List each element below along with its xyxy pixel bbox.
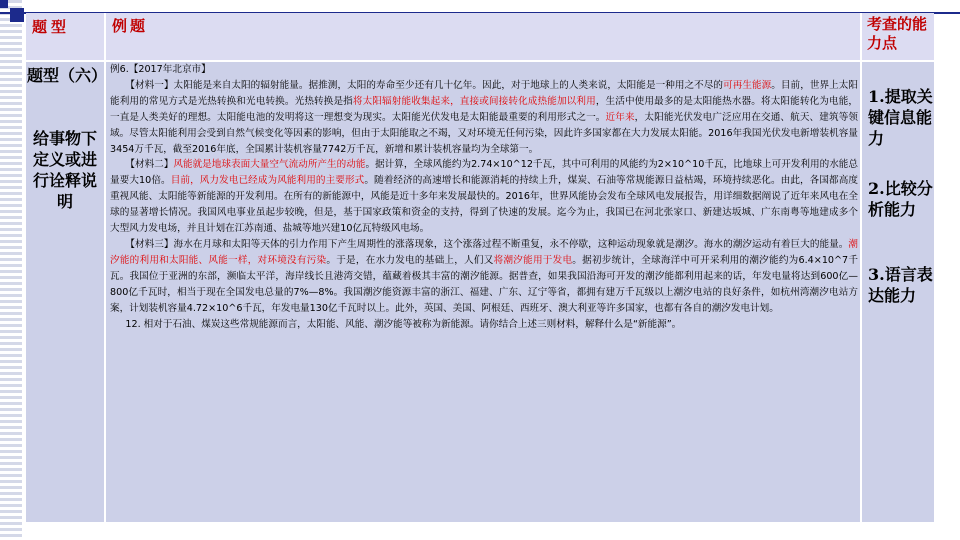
- header-cell-type: [26, 13, 104, 62]
- example-cell: [104, 62, 860, 522]
- header-cell-example: [104, 13, 860, 62]
- ability-compare-analyze: 2.比较分析能力: [868, 179, 933, 219]
- slide-left-stripe: [0, 0, 22, 540]
- material-two: 【材料二】风能就是地球表面大量空气流动所产生的动能。据计算，全球风能约为2.74×10^12千瓦，其中可利用的风能约为2×10^10千瓦，比地球上可开发利用的水能总量要大10倍。目前，风力发电已经成为风能利用的主要形式。随着经济的高速增长和能源消耗的持续上升，煤炭、石油等常规能源日益枯竭，环境持续恶化。由此，各国都高度重视风能、太阳能等新能源的开发利用。在所有的新能源中，风能是近十多年来发展最快的。2016年，世界风能协会发布全球风电发展报告，用详细数据阐说了近年来风电在全球的显著增长情况。我国风电事业虽起步较晚，但是，基于国家政策和资金的支持，得到了快速的发展。迄今为止，我国已在河北张家口、新建达坂城、广东南粤等地建成多个大型风力发电场，并且计划在江苏南通、盐城等地兴建10亿瓦特级风电场。: [110, 159, 859, 235]
- type-cell: [26, 62, 108, 522]
- ability-extract-info: 1.提取关键信息能力: [868, 87, 933, 148]
- slide-corner-square: [0, 0, 8, 8]
- ability-language-expression: 3.语言表达能力: [868, 265, 933, 305]
- slide-corner-square: [10, 8, 24, 22]
- header-example: 例题: [112, 17, 149, 35]
- question-table: [26, 13, 934, 522]
- material-one: 【材料一】太阳能是来自太阳的辐射能量。据推测，太阳的寿命至少还有几十亿年。因此，对于地球上的人类来说，太阳能是一种用之不尽的可再生能源。目前，世界上太阳能利用的常见方式是光热转换和光电转换。光热转换是指将太阳辐射能收集起来，直接或间接转化成热能加以利用，生活中使用最多的是太阳能热水器。将太阳能转化为电能，一直是人类美好的理想。太阳能电池的发明将这一理想变为现实。太阳能光伏发电是太阳能最重要的利用形式之一。近年来，太阳能光伏发电广泛应用在交通、航天、建筑等领域。尽管太阳能利用会受到自然气候变化等因素的影响，但由于太阳能取之不竭，又对环境无任何污染，因此许多国家都在大力发展太阳能。2016年我国光伏发电新增装机容量3454万千瓦，截至2016年底，全国累计装机容量7742万千瓦，新增和累计装机容量均为全球第一。: [110, 79, 859, 155]
- ability-cell: [860, 62, 934, 522]
- header-type: 题型: [32, 18, 71, 36]
- example-title: 例6.【2017年北京市】: [110, 64, 211, 75]
- header-cell-ability: [860, 13, 934, 62]
- header-ability: 考查的能力点: [867, 15, 928, 52]
- question-12: 12. 相对于石油、煤炭这些常规能源而言，太阳能、风能、潮汐能等被称为新能源。请你结合上述三则材料，解释什么是“新能源”。: [125, 318, 682, 330]
- question-type-description: 给事物下定义或进行诠释说明: [32, 129, 97, 211]
- example-content: [110, 62, 858, 332]
- material-three: 【材料三】海水在月球和太阳等天体的引力作用下产生周期性的涨落现象，这个涨落过程不断重复，永不停歇，这种运动现象就是潮汐。海水的潮汐运动有着巨大的能量。潮汐能的利用和太阳能、风能一样，对环境没有污染。于是，在水力发电的基础上，人们又将潮汐能用于发电。据初步统计，全球海洋中可开采利用的潮汐能约为6.4×10^7千瓦。我国位于亚洲的东部，濒临太平洋，海岸线长且港湾交错，蕴藏着极其丰富的潮汐能源。据普查，如果我国沿海可开发的潮汐能都利用起来的话，年发电量将达到600亿—800亿千瓦时，相当于现在全国发电总量的7%—8%。我国潮汐能资源丰富的浙江、福建、广东、辽宁等省，都拥有建万千瓦级以上潮汐电站的良好条件，如杭州湾潮汐电站方案，计划装机容量4.72×10^6千瓦，年发电量130亿千瓦时以上。此外，英国、美国、阿根廷、西班牙、澳大利亚等许多国家，也都有各自的潮汐发电计划。: [110, 238, 859, 314]
- question-type-number: 题型（六）: [27, 66, 108, 85]
